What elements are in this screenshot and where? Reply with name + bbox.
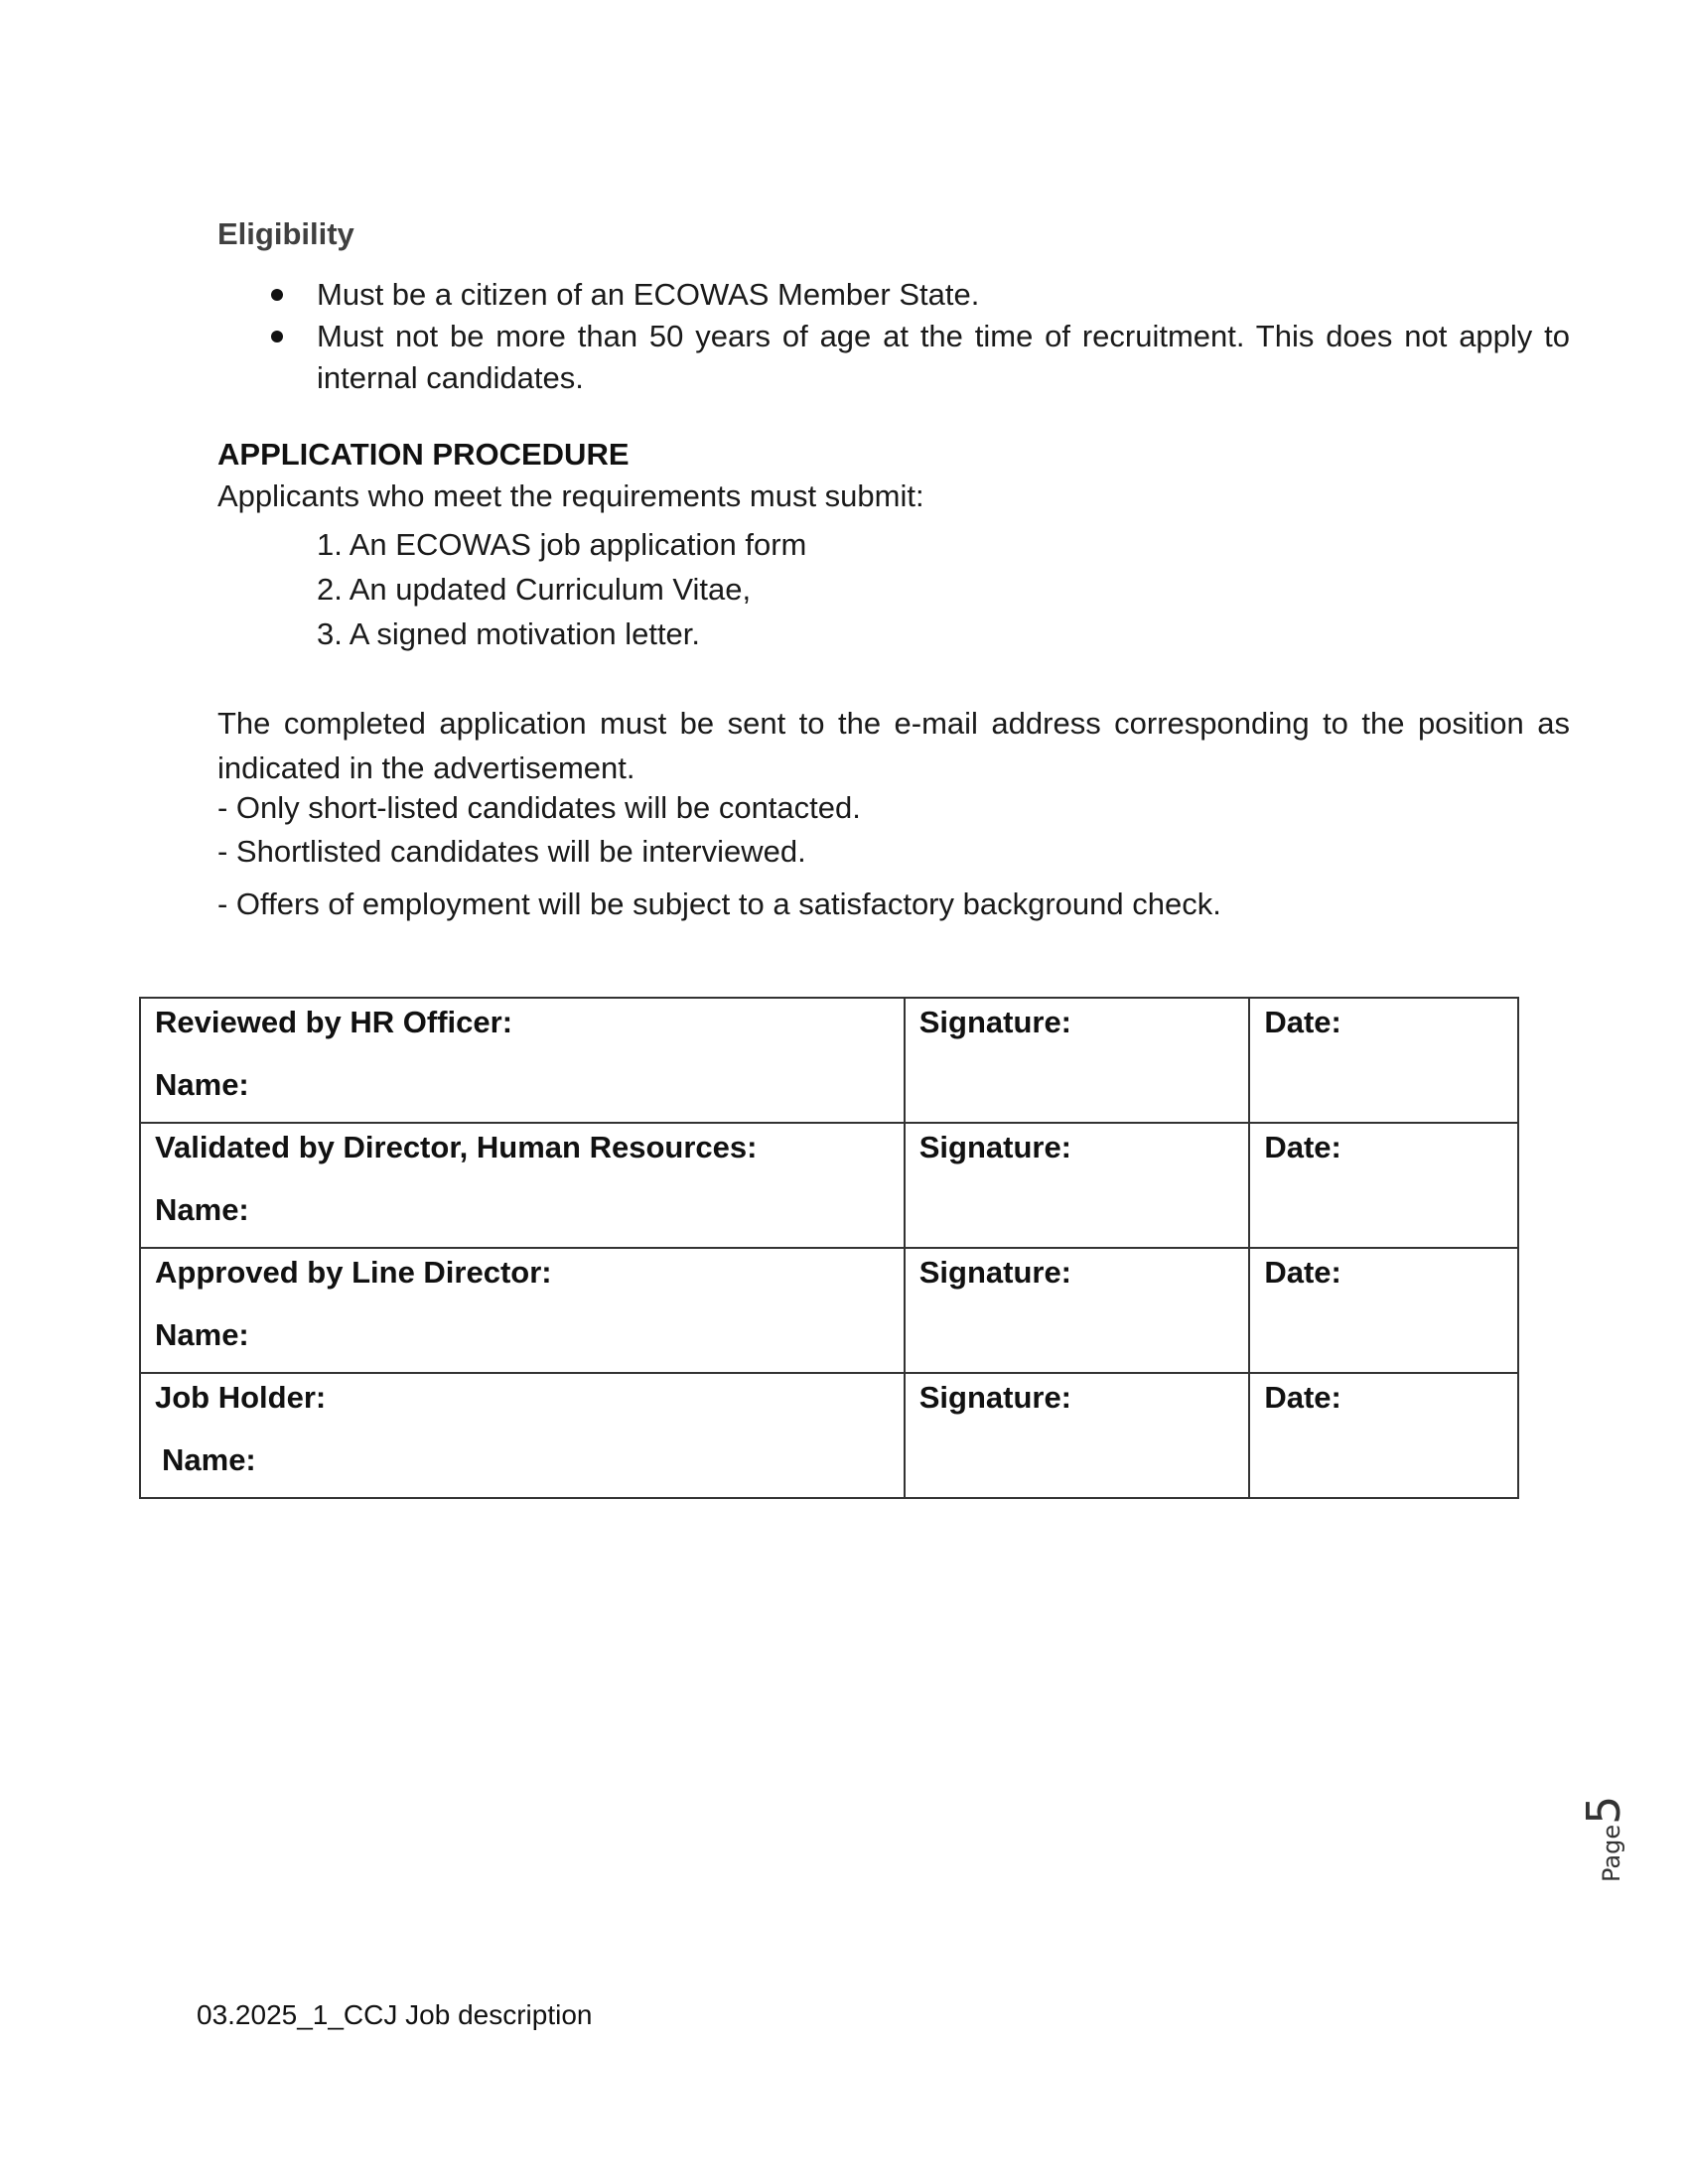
role-label: Reviewed by HR Officer: — [155, 1005, 513, 1039]
eligibility-list — [217, 274, 1570, 399]
procedure-note: - Shortlisted candidates will be interviewed. — [217, 834, 806, 869]
procedure-note: - Only short-listed candidates will be contacted. — [217, 790, 861, 825]
role-label: Job Holder: — [155, 1380, 327, 1415]
signature-label: Signature: — [918, 1005, 1072, 1039]
role-label: Approved by Line Director: — [155, 1255, 552, 1290]
signature-cell — [905, 1248, 1250, 1373]
procedure-heading: APPLICATION PROCEDURE — [217, 437, 630, 472]
footer-text: 03.2025_1_CCJ Job description — [197, 1999, 593, 2030]
bullet-icon — [271, 331, 283, 342]
page-num: 5 — [1577, 1795, 1630, 1825]
role-cell — [140, 1123, 905, 1248]
signature-label: Signature: — [918, 1380, 1072, 1415]
date-cell — [1249, 1123, 1518, 1248]
signature-cell — [905, 998, 1250, 1123]
date-label: Date: — [1264, 1130, 1341, 1164]
role-label: Validated by Director, Human Resources: — [155, 1130, 758, 1164]
procedure-intro: Applicants who meet the requirements must submit: — [217, 478, 924, 513]
table-row — [140, 1373, 1518, 1498]
name-label: Name: — [155, 1317, 249, 1352]
signature-cell — [905, 1123, 1250, 1248]
list-item: 2. An updated Curriculum Vitae, — [317, 572, 752, 607]
list-item — [217, 316, 1570, 399]
page-label: Page — [1598, 1824, 1625, 1882]
date-label: Date: — [1264, 1005, 1341, 1039]
signature-label: Signature: — [918, 1255, 1072, 1290]
date-label: Date: — [1264, 1255, 1341, 1290]
list-item: 3. A signed motivation letter. — [317, 616, 701, 651]
procedure-paragraph: The completed application must be sent to the e-mail address corresponding to the position as indicated in the advertisement. — [217, 706, 1570, 785]
date-cell — [1249, 1373, 1518, 1498]
eligibility-heading: Eligibility — [217, 216, 354, 251]
role-cell — [140, 1373, 905, 1498]
signoff-table — [139, 997, 1519, 1499]
table-row — [140, 1123, 1518, 1248]
procedure-note: - Offers of employment will be subject to a satisfactory background check. — [217, 887, 1221, 921]
signature-label: Signature: — [918, 1130, 1072, 1164]
date-cell — [1249, 998, 1518, 1123]
procedure-list — [317, 522, 806, 656]
page-number — [1577, 1787, 1636, 1886]
name-label: Name: — [155, 1192, 249, 1227]
date-cell — [1249, 1248, 1518, 1373]
name-label: Name: — [162, 1442, 256, 1477]
signature-cell — [905, 1373, 1250, 1498]
table-row — [140, 998, 1518, 1123]
list-item: 1. An ECOWAS job application form — [317, 527, 807, 562]
role-cell — [140, 998, 905, 1123]
table-row — [140, 1248, 1518, 1373]
name-label: Name: — [155, 1067, 249, 1102]
date-label: Date: — [1264, 1380, 1341, 1415]
bullet-icon — [271, 289, 283, 301]
page-number-rotated — [1577, 1796, 1630, 1882]
eligibility-item-text: Must be a citizen of an ECOWAS Member State. — [317, 277, 980, 312]
role-cell — [140, 1248, 905, 1373]
list-item — [217, 274, 1570, 316]
eligibility-item-text: Must not be more than 50 years of age at the time of recruitment. This does not apply to internal candidates. — [317, 319, 1570, 395]
